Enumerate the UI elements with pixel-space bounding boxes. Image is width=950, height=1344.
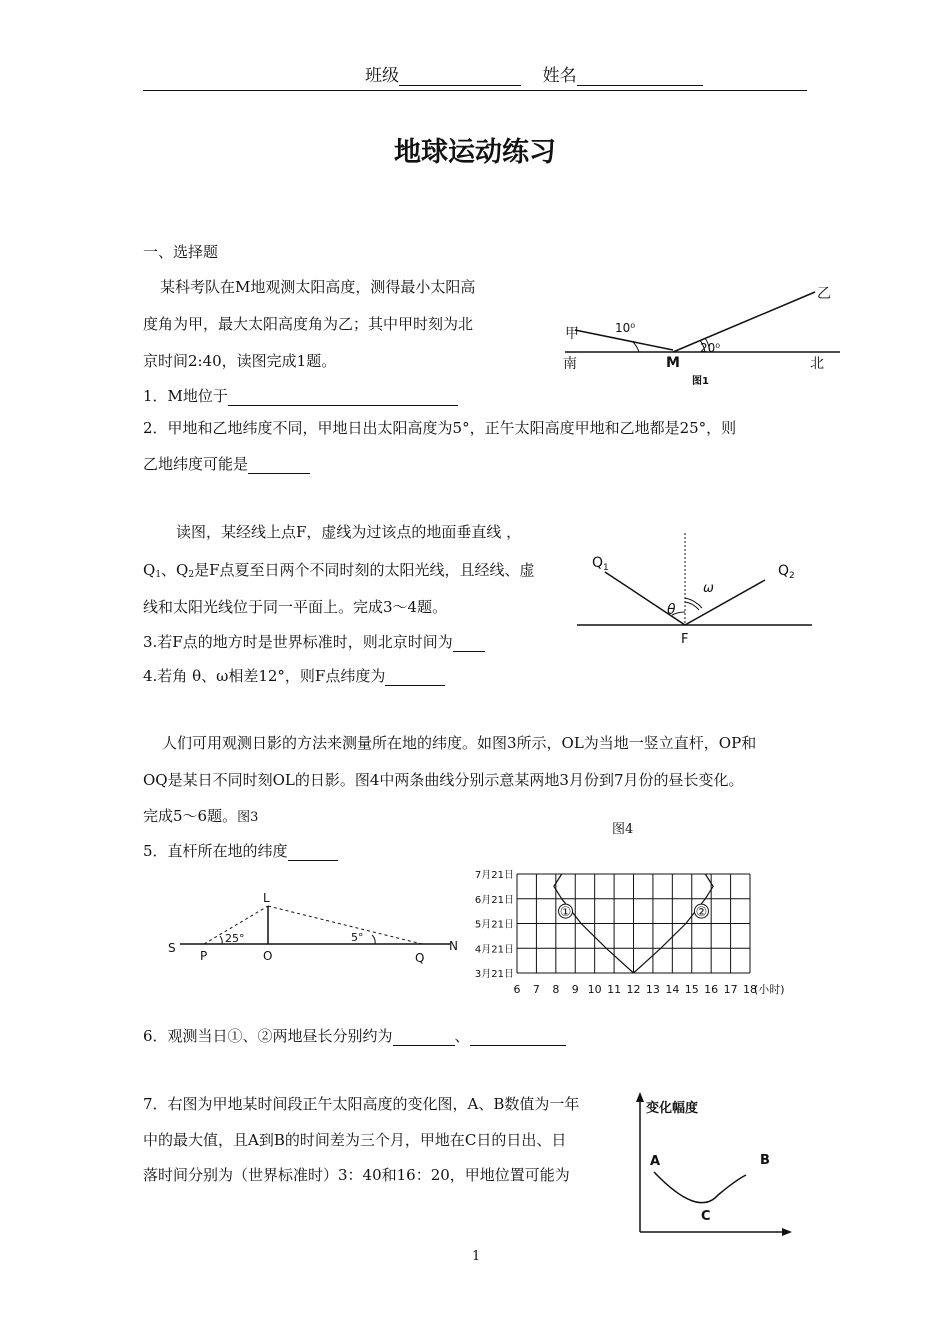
q4-text: 4.若角 θ、ω相差12°，则F点纬度为	[143, 667, 386, 685]
x-tick-label: 17	[723, 983, 738, 996]
passage2-line2-rest: 是F点夏至日两个不同时刻的太阳光线，且经线、虚	[194, 561, 535, 579]
q1-answer-blank[interactable]	[228, 390, 458, 406]
label-b: B	[760, 1153, 770, 1168]
x-tick-label: 12	[626, 983, 641, 996]
label-north: 北	[810, 356, 824, 372]
y-tick-label: 4月21日	[474, 944, 514, 956]
passage3-line1: 人们可用观测日影的方法来测量所在地的纬度。如图3所示，OL为当地一竖立直杆，OP和	[162, 734, 757, 752]
label-theta: θ	[667, 602, 676, 618]
name-label: 姓名	[542, 66, 577, 86]
fig5-ylabel: 变化幅度	[646, 1101, 699, 1116]
question-2-line1: 2．甲地和乙地纬度不同，甲地日出太阳高度为5°，正午太阳高度甲地和乙地都是25°，则	[143, 419, 737, 437]
q6-text: 6．观测当日①、②两地昼长分别约为	[143, 1027, 393, 1045]
series-label-1: ①	[559, 905, 572, 921]
x-tick-label: 16	[704, 983, 719, 996]
fig4-caption: 图4	[612, 822, 634, 837]
label-m: M	[666, 355, 680, 371]
q3-answer-blank[interactable]	[453, 636, 485, 652]
passage1-line1: 某科考队在M地观测太阳高度，测得最小太阳高	[160, 278, 476, 296]
question-7-line1: 7．右图为甲地某时间段正午太阳高度的变化图，A、B数值为一年	[143, 1095, 580, 1113]
x-tick-label: 9	[571, 983, 579, 996]
label-s: S	[168, 941, 176, 955]
q2-text: 乙地纬度可能是	[143, 455, 249, 473]
label-q2: $Q_2$	[778, 563, 795, 581]
angle-p: 25°	[225, 932, 245, 945]
q-sub2: 2	[188, 570, 195, 580]
y-tick-label: 6月21日	[474, 894, 514, 906]
fig1-caption: 图1	[692, 376, 709, 387]
class-label: 班级	[365, 66, 399, 86]
question-1	[143, 386, 458, 406]
series-label-2: ②	[695, 905, 708, 921]
label-omega: ω	[703, 581, 714, 596]
x-tick-label: 13	[645, 983, 660, 996]
label-p: P	[200, 949, 208, 963]
y-tick-label: 5月21日	[474, 919, 514, 931]
x-tick-label: 6	[513, 983, 521, 996]
x-tick-label: 18	[743, 983, 757, 996]
label-q1: $Q_1$	[592, 555, 609, 573]
angle-jia: 10⁰	[615, 321, 636, 335]
q-sep: 、Q	[161, 561, 189, 579]
label-o: O	[263, 949, 273, 963]
page-title: 地球运动练习	[394, 137, 556, 168]
label-jia: 甲	[565, 326, 579, 342]
x-tick-label: 7	[532, 983, 540, 996]
passage2-line2	[143, 560, 535, 585]
figure-2-sun-rays	[575, 530, 820, 655]
header-fields	[365, 66, 703, 86]
question-5	[143, 841, 338, 861]
page-number: 1	[472, 1249, 481, 1264]
figure-3-shadow	[160, 886, 465, 966]
passage2-line1: 读图，某经线上点F，虚线为过该点的地面垂直线 ，	[176, 523, 522, 541]
question-6	[143, 1026, 566, 1046]
q6-answer-blank-2[interactable]	[470, 1030, 566, 1046]
q5-text: 5．直杆所在地的纬度	[143, 842, 288, 860]
label-l: L	[263, 891, 270, 905]
angle-yi: 20⁰	[700, 341, 721, 355]
y-tick-label: 3月21日	[474, 969, 514, 980]
question-7-line3: 落时间分别为（世界标准时）3：40和16：20，甲地位置可能为	[143, 1166, 570, 1184]
q-letter: Q	[143, 561, 156, 579]
figure-4-daylength-chart	[465, 864, 805, 1004]
q-sub1: 1	[155, 570, 162, 580]
figure-5-sun-height-change	[628, 1090, 796, 1240]
header-rule	[143, 90, 807, 91]
q5-answer-blank[interactable]	[288, 845, 338, 861]
fig3-caption: 图3	[237, 810, 259, 825]
passage3-line3-text: 完成5～6题。	[143, 807, 238, 825]
figure-1-sun-angles	[555, 280, 855, 390]
label-c: C	[701, 1209, 711, 1224]
x-axis-label: (小时)	[754, 983, 785, 996]
name-blank[interactable]	[577, 70, 703, 86]
q6-sep: 、	[454, 1027, 470, 1045]
q1-text: 1．M地位于	[143, 387, 228, 405]
label-q: Q	[415, 951, 425, 965]
q2-answer-blank[interactable]	[248, 458, 310, 474]
section-heading: 一、选择题	[143, 243, 219, 261]
label-south: 南	[563, 356, 577, 372]
q4-answer-blank[interactable]	[385, 670, 445, 686]
question-2-line2	[143, 454, 310, 474]
label-n: N	[449, 939, 458, 953]
x-tick-label: 8	[552, 983, 560, 996]
passage3-line3	[143, 806, 258, 828]
y-tick-label: 7月21日	[474, 870, 514, 881]
passage1-line2: 度角为甲，最大太阳高度角为乙；其中甲时刻为北	[143, 315, 474, 333]
question-3	[143, 632, 485, 652]
passage2-line3: 线和太阳光线位于同一平面上。完成3～4题。	[143, 598, 448, 616]
question-7-line2: 中的最大值，且A到B的时间差为三个月，甲地在C日的日出、日	[143, 1131, 567, 1149]
angle-q: 5°	[351, 931, 364, 944]
x-tick-label: 15	[684, 983, 699, 996]
q6-answer-blank-1[interactable]	[393, 1030, 455, 1046]
label-a: A	[650, 1154, 661, 1169]
label-f: F	[681, 632, 689, 647]
label-yi: 乙	[817, 286, 831, 302]
q3-text: 3.若F点的地方时是世界标准时，则北京时间为	[143, 633, 453, 651]
class-blank[interactable]	[399, 70, 521, 86]
x-tick-label: 14	[665, 983, 680, 996]
question-4	[143, 666, 445, 686]
passage1-line3: 京时间2:40，读图完成1题。	[143, 352, 337, 370]
x-tick-label: 11	[607, 983, 622, 996]
x-tick-label: 10	[587, 983, 602, 996]
passage3-line2: OQ是某日不同时刻OL的日影。图4中两条曲线分别示意某两地3月份到7月份的昼长变化。	[143, 771, 744, 789]
